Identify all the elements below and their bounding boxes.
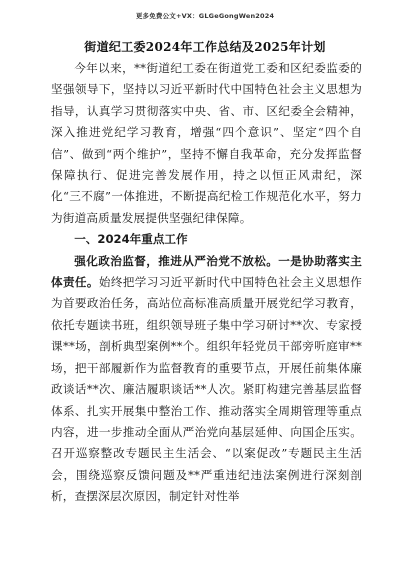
item-lead: 强化政治监督，推进从严治党不放松。一是协助落实主体责任。 bbox=[51, 253, 362, 290]
intro-paragraph: 今年以来，**街道纪工委在街道党工委和区纪委监委的坚强领导下，坚持以习近平新时代中国特色社会主义思想为指导，认真学习贯彻落实中央、省、市、区纪委全会精神，深入推进党纪学习教育，增强“四个意识”、坚定“四个自信”、做到“两个维护”，坚持不懈自我革命，充分发挥监督保障执行、促进完善发展作用，持之以恒正风肃纪，深化“三不腐”一体推进，不断提高纪检工作规范化水平，努力为街道高质量发展提供坚强纪律保障。 bbox=[51, 61, 362, 225]
document-title: 街道纪工委2024年工作总结及2025年计划 bbox=[84, 40, 326, 54]
document-body bbox=[51, 58, 362, 508]
header-note: 更多免费公文+VX：GLGeGongWen2024 bbox=[135, 12, 275, 20]
item-paragraph bbox=[51, 251, 362, 508]
item-body: 始终把学习习近平新时代中国特色社会主义思想作为首要政治任务，高站位高标准高质量开展党纪学习教育，依托专题读书班，组织领导班子集中学习研讨**次、专家授课**场，剖析典型案例**个。组织年轻党员干部旁听庭审**场，把干部履新作为监督教育的重要节点，开展任前集体廉政谈话**次、廉洁履职谈话**人次。紧盯构建完善基层监督体系、扎实开展集中整治工作、推动落实全周期管理等重点内容，进一步推动全面从严治党向基层延伸、向国企压实。召开巡察整改专题民主生活会、“以案促改”专题民主生活会，围绕巡察反馈问题及**严重违纪违法案例进行深刻剖析，查摆深层次原因，制定针对性举 bbox=[51, 275, 362, 504]
section-heading: 一、2024年重点工作 bbox=[74, 232, 188, 247]
